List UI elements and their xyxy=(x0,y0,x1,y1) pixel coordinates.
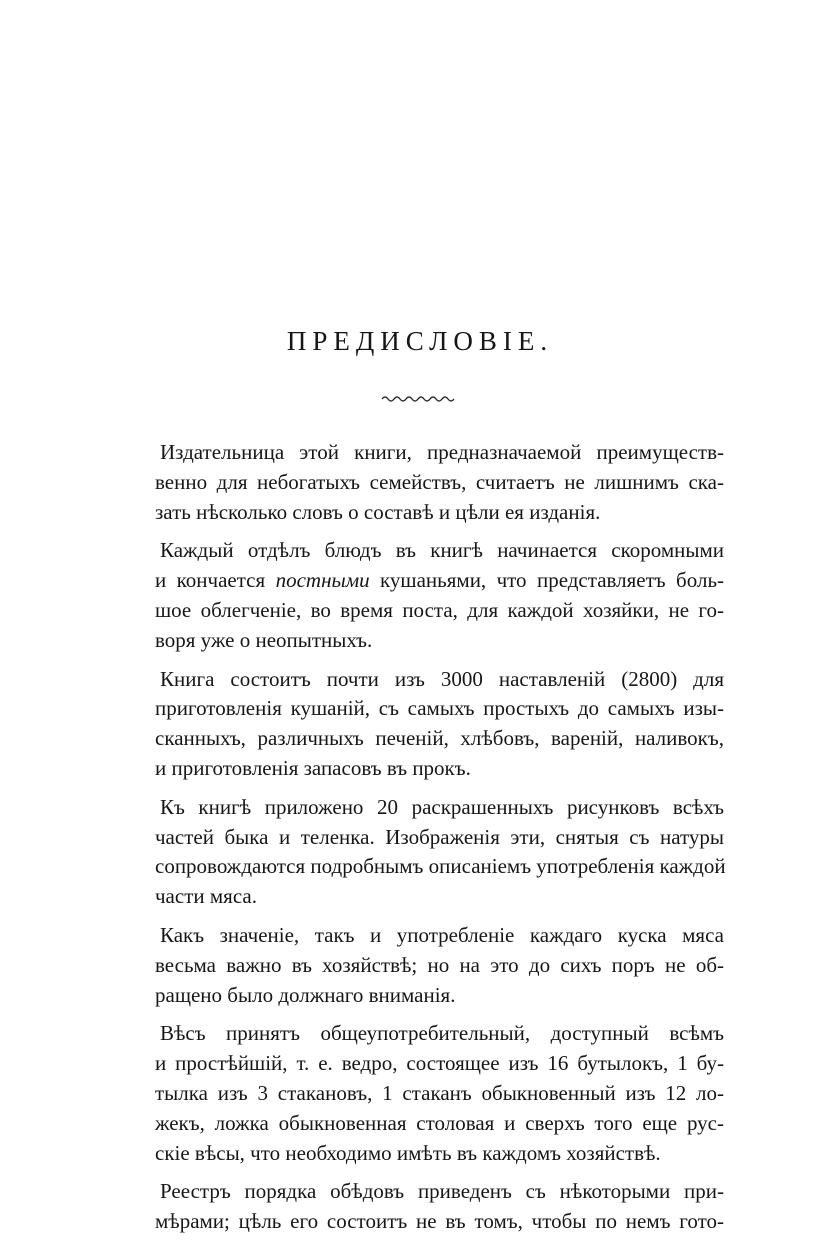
text-line: жекъ, ложка обыкновенная столовая и сверхъ того еще рус- xyxy=(155,1110,724,1135)
text-line: Каждый отдѣлъ блюдъ въ книгѣ начинается скоромными xyxy=(160,538,724,563)
text-line: ращено было должнаго вниманiя. xyxy=(155,982,456,1007)
text-line: Реестръ порядка обѣдовъ приведенъ съ нѣкоторыми при- xyxy=(160,1179,724,1204)
text-line: скiе вѣсы, что необходимо имѣть въ каждомъ хозяйствѣ. xyxy=(155,1140,661,1165)
text-line: воря уже о неопытныхъ. xyxy=(155,627,373,652)
text-line: зать нѣсколько словъ о составѣ и цѣли ея изданiя. xyxy=(155,499,601,524)
text-line: Къ книгѣ приложено 20 раскрашенныхъ рисунковъ всѣхъ xyxy=(160,794,724,819)
paragraph-4 xyxy=(155,793,726,912)
text-line: венно для небогатыхъ семействъ, считаетъ не лишнимъ ска- xyxy=(155,469,724,494)
text-line: Какъ значенiе, такъ и употребленiе каждаго куска мяса xyxy=(160,922,724,947)
page-title: ПРЕДИСЛОВIЕ. xyxy=(286,326,554,356)
paragraph-1 xyxy=(155,438,724,527)
text-line: тылка изъ 3 стакановъ, 1 стаканъ обыкновенный изъ 12 ло- xyxy=(155,1080,724,1105)
text-line xyxy=(155,566,724,596)
text-line: Издательница этой книги, предназначаемой преимуществ- xyxy=(160,440,724,464)
text-line: сканныхъ, различныхъ печенiй, хлѣбовъ, варенiй, наливокъ, xyxy=(155,726,724,751)
emphasis-word: постными xyxy=(275,568,370,593)
paragraph-3 xyxy=(155,665,724,784)
text-line: приготовленiя кушанiй, съ самыхъ простыхъ до самыхъ изы- xyxy=(155,696,724,721)
text-fragment: кушаньями, что представляетъ боль- xyxy=(380,568,725,593)
text-line: сопровождаются подробнымъ описанiемъ употребленiя каждой xyxy=(155,854,726,879)
wave-ornament xyxy=(380,392,456,406)
text-line: и простѣйшiй, т. е. ведро, состоящее изъ 16 бутылокъ, 1 бу- xyxy=(155,1051,724,1076)
text-line: мѣрами; цѣль его состоитъ не въ томъ, чтобы по немъ гото- xyxy=(155,1209,724,1234)
text-line: и приготовленiя запасовъ въ прокъ. xyxy=(155,755,471,780)
text-line: частей быка и теленка. Изображенiя эти, снятыя съ натуры xyxy=(155,824,724,849)
text-line: весьма важно въ хозяйствѣ; но на это до сихъ поръ не об- xyxy=(155,952,724,977)
paragraph-6 xyxy=(155,1019,724,1168)
text-line: части мяса. xyxy=(155,884,257,909)
text-fragment: и кончается xyxy=(155,568,266,593)
paragraph-7 xyxy=(155,1177,724,1237)
text-line: шое облегченiе, во время поста, для каждой хозяйки, не го- xyxy=(155,597,724,622)
text-line: Вѣсъ принятъ общеупотребительный, доступный всѣмъ xyxy=(160,1021,724,1046)
paragraph-2 xyxy=(155,536,725,655)
paragraph-5 xyxy=(155,921,724,1010)
text-line: Книга состоитъ почти изъ 3000 наставленiй (2800) для xyxy=(160,666,724,691)
preface-body xyxy=(155,438,726,1246)
